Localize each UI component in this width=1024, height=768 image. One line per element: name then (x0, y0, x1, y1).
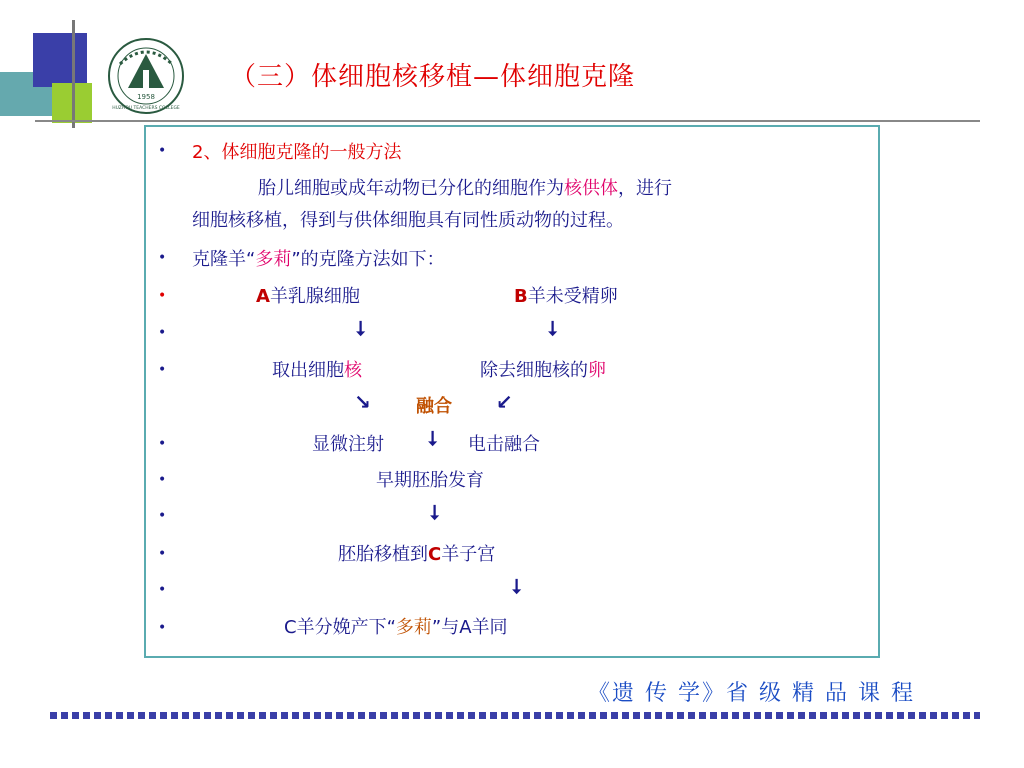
arrow-southeast-icon: ↘ (354, 390, 371, 414)
dolly-birth: C羊分娩产下“多莉”与A羊同 (284, 617, 508, 638)
header-divider (35, 120, 980, 122)
footer-dashed-divider (50, 712, 980, 719)
early-embryo: 早期胚胎发育 (376, 470, 484, 491)
sheep-a-cell: A羊乳腺细胞 (256, 286, 360, 307)
decor-blue-block (33, 33, 87, 87)
down-arrow-icon: ⭣ (512, 574, 522, 598)
bullet: • (158, 143, 167, 159)
microinjection: 显微注射 (312, 434, 384, 455)
down-arrow-icon: ⭣ (430, 500, 440, 524)
dolly-intro: 克隆羊“多莉”的克隆方法如下： (192, 249, 445, 270)
enucleated-egg: 除去细胞核的卵 (480, 360, 606, 381)
bullet: • (158, 508, 167, 524)
bullet: • (158, 362, 167, 378)
down-arrow-icon: ⭣ (356, 316, 366, 340)
down-arrow-icon: ⭣ (428, 426, 438, 450)
svg-text:1958: 1958 (137, 93, 155, 101)
bullet: • (158, 546, 167, 562)
section-heading: 2、体细胞克隆的一般方法 (192, 142, 402, 163)
bullet: • (158, 325, 167, 341)
bullet: • (158, 436, 167, 452)
bullet: • (158, 582, 167, 598)
down-arrow-icon: ⭣ (548, 316, 558, 340)
college-seal-icon (106, 36, 186, 116)
definition-line-1: 胎儿细胞或成年动物已分化的细胞作为核供体，进行 (258, 178, 672, 199)
definition-line-2: 细胞核移植，得到与供体细胞具有同性质动物的过程。 (192, 210, 624, 231)
bullet: • (158, 250, 167, 266)
bullet: • (158, 288, 167, 304)
fusion-label: 融合 (416, 396, 452, 417)
decor-vertical-line (72, 20, 75, 128)
electrofusion: 电击融合 (468, 434, 540, 455)
bullet: • (158, 620, 167, 636)
embryo-transfer: 胚胎移植到C羊子宫 (338, 544, 496, 565)
extract-nucleus: 取出细胞核 (272, 360, 362, 381)
sheep-b-egg: B羊未受精卵 (514, 286, 618, 307)
bullet: • (158, 472, 167, 488)
page-title: （三）体细胞核移植—体细胞克隆 (230, 62, 636, 92)
arrow-southwest-icon: ↙ (496, 390, 513, 414)
svg-text:HUZHOU TEACHERS COLLEGE: HUZHOU TEACHERS COLLEGE (112, 106, 180, 111)
course-footer: 《遗 传 学》省 级 精 品 课 程 (588, 681, 915, 706)
